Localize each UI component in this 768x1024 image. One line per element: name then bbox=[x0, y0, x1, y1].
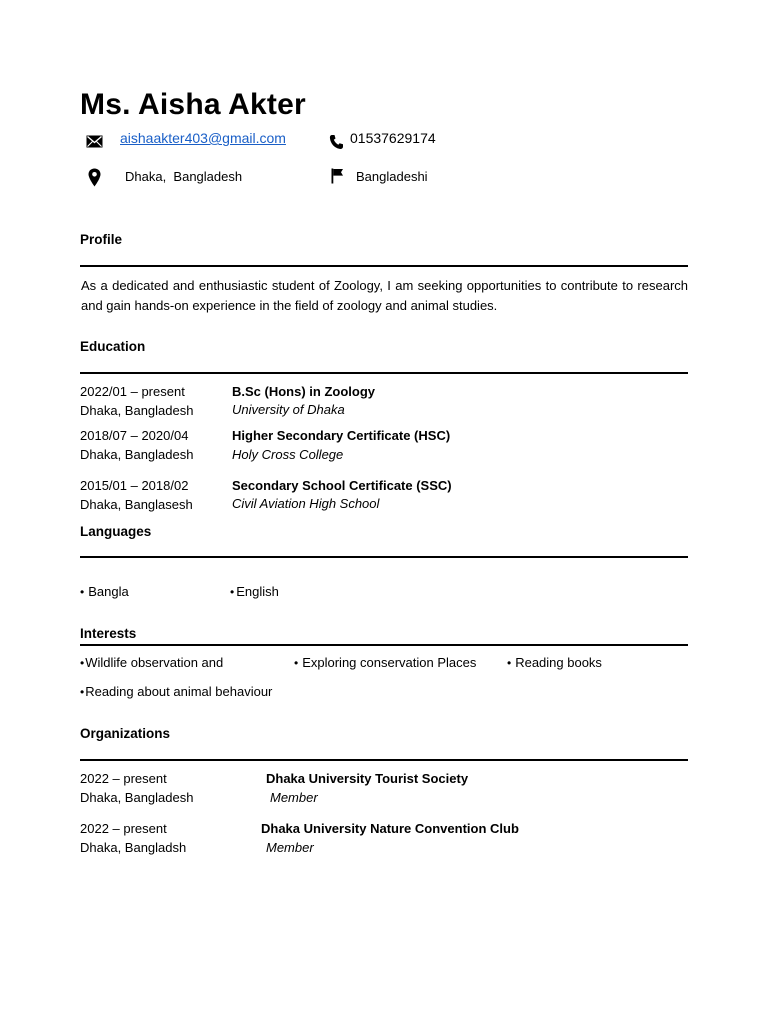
profile-heading: Profile bbox=[80, 232, 123, 247]
organization-dates: 2022 – present bbox=[80, 771, 167, 786]
education-divider bbox=[80, 372, 688, 374]
education-place: Dhaka, Banglasesh bbox=[80, 497, 193, 512]
bullet-icon: • bbox=[507, 656, 512, 670]
education-degree: Secondary School Certificate (SSC) bbox=[232, 478, 452, 493]
education-dates: 2022/01 – present bbox=[80, 384, 185, 399]
nationality-text: Bangladeshi bbox=[356, 169, 428, 184]
bullet-icon: • bbox=[80, 585, 85, 599]
organization-role: Member bbox=[266, 840, 314, 855]
languages-heading: Languages bbox=[80, 524, 152, 539]
organization-role: Member bbox=[270, 790, 318, 805]
location-text: Dhaka, Bangladesh bbox=[125, 169, 243, 184]
email-icon bbox=[86, 135, 103, 148]
interest-item: • Reading books bbox=[507, 655, 602, 670]
education-school: Holy Cross College bbox=[232, 447, 344, 462]
education-school: Civil Aviation High School bbox=[232, 496, 380, 511]
profile-divider bbox=[80, 265, 688, 267]
interests-heading: Interests bbox=[80, 626, 137, 641]
education-heading: Education bbox=[80, 339, 146, 354]
interest-item: •Wildlife observation and bbox=[80, 655, 224, 670]
interest-item: •Reading about animal behaviour bbox=[80, 684, 273, 699]
phone-number: 01537629174 bbox=[350, 130, 436, 146]
location-pin-icon bbox=[88, 168, 101, 187]
education-place: Dhaka, Bangladesh bbox=[80, 403, 194, 418]
organizations-divider bbox=[80, 759, 688, 761]
organization-place: Dhaka, Bangladsh bbox=[80, 840, 187, 855]
bullet-icon: • bbox=[230, 585, 235, 599]
language-item: • English bbox=[230, 584, 279, 599]
languages-divider bbox=[80, 556, 688, 558]
organization-name: Dhaka University Tourist Society bbox=[266, 771, 469, 786]
email-link[interactable]: aishaakter403@gmail.com bbox=[120, 130, 286, 146]
candidate-name: Ms. Aisha Akter bbox=[80, 88, 306, 121]
education-degree: Higher Secondary Certificate (HSC) bbox=[232, 428, 451, 443]
profile-text: As a dedicated and enthusiastic student of Zoology, I am seeking opportunities to contribute to research and gain hands-on experience in the field of zoology and animal studies. bbox=[81, 278, 688, 313]
interests-divider bbox=[80, 644, 688, 646]
bullet-icon: • bbox=[294, 656, 299, 670]
education-degree: B.Sc (Hons) in Zoology bbox=[232, 384, 375, 399]
organization-dates: 2022 – present bbox=[80, 821, 167, 836]
interest-item: • Exploring conservation Places bbox=[294, 655, 477, 670]
education-dates: 2015/01 – 2018/02 bbox=[80, 478, 189, 493]
flag-icon bbox=[331, 168, 344, 184]
organization-name: Dhaka University Nature Convention Club bbox=[261, 821, 519, 836]
bullet-icon: • bbox=[80, 685, 85, 699]
language-item: • Bangla bbox=[80, 584, 129, 599]
education-school: University of Dhaka bbox=[232, 402, 345, 417]
education-place: Dhaka, Bangladesh bbox=[80, 447, 194, 462]
phone-icon bbox=[329, 134, 344, 150]
bullet-icon: • bbox=[80, 656, 85, 670]
organizations-heading: Organizations bbox=[80, 726, 171, 741]
organization-place: Dhaka, Bangladesh bbox=[80, 790, 194, 805]
education-dates: 2018/07 – 2020/04 bbox=[80, 428, 189, 443]
